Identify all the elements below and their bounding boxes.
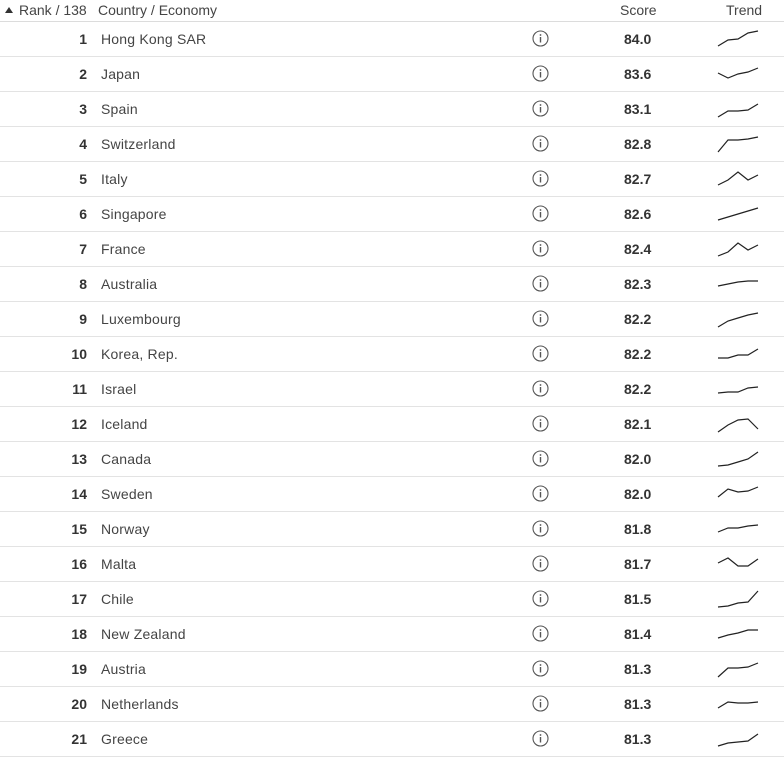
trend-line — [718, 137, 758, 152]
info-icon[interactable] — [532, 450, 549, 467]
trend-sparkline — [717, 307, 759, 331]
table-row[interactable] — [0, 197, 784, 232]
trend-line — [718, 349, 758, 358]
trend-line — [718, 387, 758, 393]
trend-line — [718, 487, 758, 497]
info-icon[interactable] — [532, 380, 549, 397]
rank-value: 5 — [79, 171, 87, 187]
table-row[interactable] — [0, 617, 784, 652]
table-row[interactable] — [0, 582, 784, 617]
country-name[interactable]: Switzerland — [101, 136, 176, 152]
country-name[interactable]: Malta — [101, 556, 137, 572]
trend-sparkline — [717, 657, 759, 681]
rank-value: 19 — [71, 661, 87, 677]
rank-value: 10 — [71, 346, 87, 362]
info-icon[interactable] — [532, 555, 549, 572]
country-name[interactable]: Canada — [101, 451, 152, 467]
info-icon[interactable] — [532, 590, 549, 607]
score-value: 81.4 — [624, 626, 652, 642]
info-icon[interactable] — [532, 170, 549, 187]
score-column-header[interactable]: Score — [620, 2, 657, 18]
info-icon[interactable] — [532, 100, 549, 117]
rank-value: 20 — [71, 696, 87, 712]
table-row[interactable] — [0, 267, 784, 302]
country-name[interactable]: Netherlands — [101, 696, 179, 712]
rank-value: 9 — [79, 311, 87, 327]
trend-line — [718, 313, 758, 327]
trend-sparkline — [717, 377, 759, 401]
rank-value: 14 — [71, 486, 87, 502]
trend-line — [718, 104, 758, 117]
score-value: 82.8 — [624, 136, 652, 152]
info-icon[interactable] — [532, 415, 549, 432]
trend-line — [718, 630, 758, 638]
score-value: 83.6 — [624, 66, 652, 82]
trend-line — [718, 591, 758, 607]
country-name[interactable]: Singapore — [101, 206, 167, 222]
trend-sparkline — [717, 587, 759, 611]
score-value: 82.1 — [624, 416, 652, 432]
country-name[interactable]: Israel — [101, 381, 137, 397]
trend-sparkline — [717, 517, 759, 541]
score-value: 82.6 — [624, 206, 652, 222]
country-name[interactable]: Italy — [101, 171, 128, 187]
table-row[interactable] — [0, 512, 784, 547]
table-row[interactable] — [0, 442, 784, 477]
score-value: 81.8 — [624, 521, 652, 537]
score-value: 81.7 — [624, 556, 652, 572]
info-icon[interactable] — [532, 275, 549, 292]
score-value: 81.5 — [624, 591, 652, 607]
trend-sparkline — [717, 167, 759, 191]
trend-sparkline — [717, 97, 759, 121]
score-value: 81.3 — [624, 696, 652, 712]
country-name[interactable]: Korea, Rep. — [101, 346, 178, 362]
score-value: 82.2 — [624, 346, 652, 362]
country-name[interactable]: Iceland — [101, 416, 148, 432]
sort-ascending-icon — [5, 7, 13, 13]
trend-line — [718, 452, 758, 466]
country-name[interactable]: Hong Kong SAR — [101, 31, 207, 47]
info-icon[interactable] — [532, 345, 549, 362]
table-row[interactable] — [0, 687, 784, 722]
trend-sparkline — [717, 272, 759, 296]
info-icon[interactable] — [532, 520, 549, 537]
table-row[interactable] — [0, 372, 784, 407]
score-value: 83.1 — [624, 101, 652, 117]
rank-column-header[interactable] — [5, 2, 87, 18]
table-row[interactable] — [0, 92, 784, 127]
trend-sparkline — [717, 727, 759, 751]
country-name[interactable]: Sweden — [101, 486, 153, 502]
rank-value: 6 — [79, 206, 87, 222]
trend-line — [718, 68, 758, 78]
country-column-header[interactable]: Country / Economy — [98, 2, 218, 18]
table-row[interactable] — [0, 407, 784, 442]
table-row[interactable] — [0, 57, 784, 92]
table-row[interactable] — [0, 722, 784, 757]
rank-header-label: Rank / 138 — [19, 2, 87, 18]
info-icon[interactable] — [532, 695, 549, 712]
rank-value: 21 — [71, 731, 87, 747]
trend-sparkline — [717, 202, 759, 226]
country-name[interactable]: New Zealand — [101, 626, 186, 642]
rank-value: 17 — [71, 591, 87, 607]
score-value: 82.2 — [624, 381, 652, 397]
table-row[interactable] — [0, 337, 784, 372]
country-name[interactable]: Greece — [101, 731, 149, 747]
trend-sparkline — [717, 552, 759, 576]
trend-column-header: Trend — [726, 2, 763, 18]
rank-value: 3 — [79, 101, 87, 117]
score-value: 82.0 — [624, 486, 652, 502]
rank-value: 15 — [71, 521, 87, 537]
trend-line — [718, 702, 758, 708]
country-name[interactable]: Luxembourg — [101, 311, 181, 327]
trend-line — [718, 208, 758, 220]
rank-value: 12 — [71, 416, 87, 432]
score-value: 82.7 — [624, 171, 652, 187]
rank-value: 4 — [79, 136, 87, 152]
info-icon[interactable] — [532, 485, 549, 502]
trend-line — [718, 663, 758, 677]
trend-line — [718, 419, 758, 432]
trend-sparkline — [717, 412, 759, 436]
info-icon[interactable] — [532, 730, 549, 747]
score-value: 84.0 — [624, 31, 652, 47]
info-icon[interactable] — [532, 135, 549, 152]
score-value: 81.3 — [624, 661, 652, 677]
trend-sparkline — [717, 622, 759, 646]
score-value: 82.3 — [624, 276, 652, 292]
trend-sparkline — [717, 482, 759, 506]
country-name[interactable]: Spain — [101, 101, 138, 117]
trend-sparkline — [717, 62, 759, 86]
score-value: 81.3 — [624, 731, 652, 747]
country-name[interactable]: Norway — [101, 521, 150, 537]
country-name[interactable]: Australia — [101, 276, 158, 292]
rank-value: 13 — [71, 451, 87, 467]
country-name[interactable]: Chile — [101, 591, 134, 607]
info-icon[interactable] — [532, 30, 549, 47]
rank-value: 2 — [79, 66, 87, 82]
trend-sparkline — [717, 27, 759, 51]
info-icon[interactable] — [532, 660, 549, 677]
trend-line — [718, 31, 758, 46]
score-value: 82.2 — [624, 311, 652, 327]
country-name[interactable]: Japan — [101, 66, 141, 82]
trend-sparkline — [717, 447, 759, 471]
table-header — [0, 0, 784, 22]
table-row[interactable] — [0, 547, 784, 582]
table-row[interactable] — [0, 652, 784, 687]
trend-line — [718, 172, 758, 185]
rank-value: 1 — [79, 31, 87, 47]
rank-value: 16 — [71, 556, 87, 572]
trend-line — [718, 525, 758, 532]
rank-value: 11 — [72, 381, 87, 397]
score-value: 82.0 — [624, 451, 652, 467]
info-icon[interactable] — [532, 625, 549, 642]
table-row[interactable] — [0, 302, 784, 337]
rank-value: 18 — [71, 626, 87, 642]
score-value: 82.4 — [624, 241, 652, 257]
trend-sparkline — [717, 132, 759, 156]
table-row[interactable] — [0, 127, 784, 162]
info-icon[interactable] — [532, 240, 549, 257]
trend-line — [718, 734, 758, 746]
info-icon[interactable] — [532, 310, 549, 327]
trend-line — [718, 243, 758, 256]
table-row[interactable] — [0, 232, 784, 267]
info-icon[interactable] — [532, 205, 549, 222]
trend-line — [718, 281, 758, 286]
trend-sparkline — [717, 692, 759, 716]
info-icon[interactable] — [532, 65, 549, 82]
trend-sparkline — [717, 342, 759, 366]
trend-sparkline — [717, 237, 759, 261]
table-row[interactable] — [0, 477, 784, 512]
table-row[interactable] — [0, 22, 784, 57]
rank-value: 7 — [79, 241, 87, 257]
table-row[interactable] — [0, 162, 784, 197]
rank-value: 8 — [79, 276, 87, 292]
trend-line — [718, 558, 758, 566]
table-body — [0, 22, 784, 757]
country-name[interactable]: Austria — [101, 661, 146, 677]
country-name[interactable]: France — [101, 241, 146, 257]
